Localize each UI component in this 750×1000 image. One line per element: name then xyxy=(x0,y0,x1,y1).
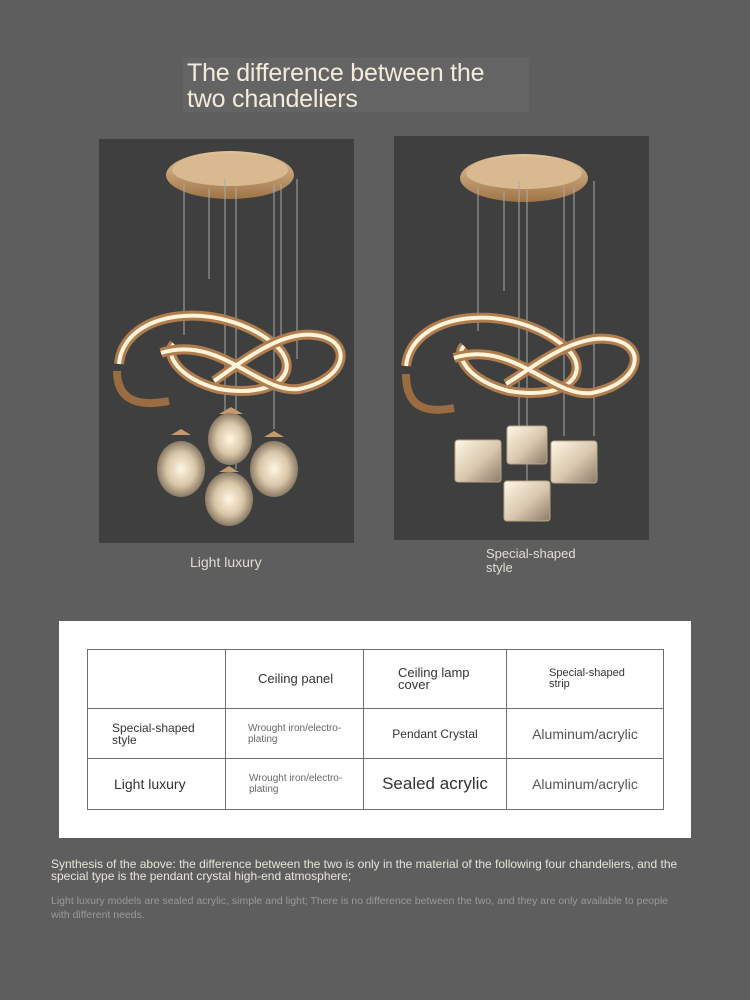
caption-line-2: style xyxy=(486,560,513,575)
special-shaped-caption xyxy=(486,547,596,575)
header-line: Ceiling lamp xyxy=(398,665,470,680)
cell-line: Wrought iron/electro- xyxy=(248,722,342,734)
header-line: Special-shaped xyxy=(549,667,625,679)
note-line: with different needs. xyxy=(51,909,145,921)
header-ceiling-lamp-cover xyxy=(364,650,507,709)
table-row xyxy=(88,709,664,759)
summary-line: special type is the pendant crystal high-end atmosphere; xyxy=(51,869,352,883)
cell-lamp-cover: Sealed acrylic xyxy=(364,759,507,810)
table-corner-cell xyxy=(88,650,226,709)
cell-ceiling-panel xyxy=(226,709,364,759)
special-shaped-chandelier-image xyxy=(394,136,649,540)
cell-line: Wrought iron/electro- xyxy=(249,773,343,784)
cell-line: plating xyxy=(248,733,278,745)
header-line: cover xyxy=(398,677,430,692)
table-header-row xyxy=(88,650,664,709)
label-line: style xyxy=(112,732,137,747)
light-luxury-chandelier-image xyxy=(99,139,354,543)
cell-strip: Aluminum/acrylic xyxy=(507,709,664,759)
title-line-2: two chandeliers xyxy=(187,85,358,113)
comparison-card xyxy=(59,621,691,838)
header-ceiling-panel: Ceiling panel xyxy=(226,650,364,709)
light-luxury-caption: Light luxury xyxy=(190,554,262,570)
caption-line-1: Special-shaped xyxy=(486,546,576,561)
page-title xyxy=(187,60,527,112)
cell-ceiling-panel xyxy=(226,759,364,810)
header-special-shaped-strip xyxy=(507,650,664,709)
note-line: Light luxury models are sealed acrylic, simple and light; There is no difference between the two, and they are only available to people xyxy=(51,895,669,907)
row-label-special-shaped xyxy=(88,709,226,759)
note-text xyxy=(51,894,701,922)
comparison-table xyxy=(87,649,664,810)
table-row xyxy=(88,759,664,810)
cell-strip: Aluminum/acrylic xyxy=(507,759,664,810)
cell-line: plating xyxy=(249,784,279,795)
summary-text xyxy=(51,858,701,882)
cell-lamp-cover: Pendant Crystal xyxy=(364,709,507,759)
header-line: strip xyxy=(549,678,570,690)
label-line: Special-shaped xyxy=(112,720,195,735)
row-label-light-luxury: Light luxury xyxy=(88,759,226,810)
title-line-1: The difference between the xyxy=(187,59,485,87)
summary-line: Synthesis of the above: the difference between the two is only in the material of the following four chandeliers, and the xyxy=(51,857,678,871)
